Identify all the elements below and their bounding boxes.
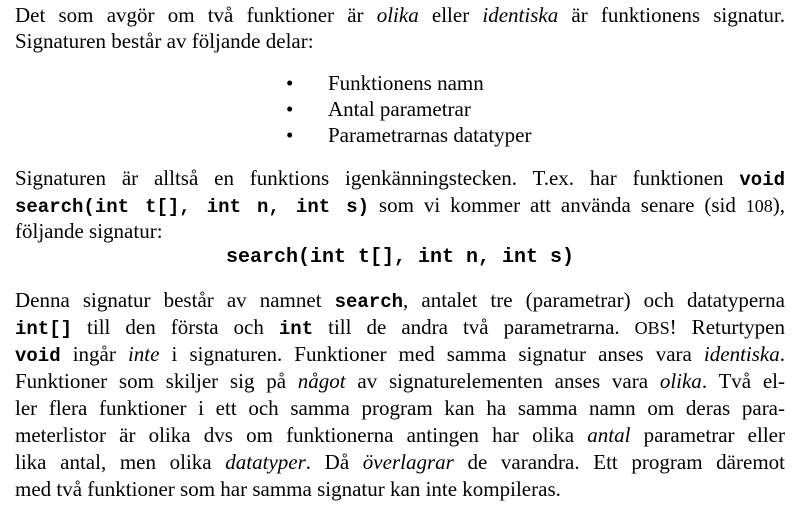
paragraph2-line	[15, 218, 785, 245]
body-text: eller	[418, 3, 483, 27]
bullet-item: Funktionens namn	[328, 71, 484, 95]
paragraph3-line	[15, 287, 785, 316]
body-text: av signaturelementen anses vara	[345, 369, 660, 393]
paragraph1-line	[15, 2, 785, 29]
paragraph3-line	[15, 395, 785, 422]
body-text: .	[779, 342, 785, 366]
body-text: . Två el-	[701, 369, 785, 393]
paragraph3-line	[15, 341, 785, 370]
body-text: OBS	[634, 318, 670, 338]
paragraph2-line	[15, 192, 785, 221]
code-text: search(int t[], int n, int s)	[15, 196, 369, 218]
paragraph3-line	[15, 476, 785, 503]
body-text: till den första och	[72, 315, 279, 339]
bullet-icon: •	[286, 97, 294, 121]
emphasis-text: något	[297, 369, 346, 393]
body-text: de varandra. Ett program däremot	[453, 450, 785, 474]
bullet-icon: •	[286, 123, 294, 147]
emphasis-text: överlagrar	[362, 450, 454, 474]
body-text: följande signatur:	[15, 219, 163, 243]
body-text: Funktioner som skiljer sig på	[15, 369, 298, 393]
code-text: void	[739, 169, 785, 191]
body-text: i signaturen. Funktioner med samma signatur anses vara	[159, 342, 704, 366]
body-text: . Då	[305, 450, 363, 474]
code-text: int	[278, 318, 314, 340]
paragraph1-line	[15, 28, 785, 55]
bullet-item: Parametrarnas datatyper	[328, 123, 532, 147]
body-text: ),	[772, 193, 786, 217]
body-text: till de andra två parametrarna.	[313, 315, 635, 339]
body-text: som vi kommer att använda senare (sid	[369, 193, 746, 217]
paragraph3-line	[15, 449, 785, 476]
body-text: Denna signatur består av namnet	[15, 288, 335, 312]
body-text: ler flera funktioner i ett och samma program kan ha samma namn om deras para-	[15, 396, 785, 420]
body-text: med två funktioner som har samma signatur kan inte kompileras.	[15, 477, 561, 501]
body-text: lika antal, men olika	[15, 450, 226, 474]
paragraph3-line	[15, 368, 785, 395]
body-text: Signaturen består av följande delar:	[15, 29, 314, 53]
body-text: parametrar eller	[630, 423, 785, 447]
body-text: Det som avgör om två funktioner är	[15, 3, 377, 27]
emphasis-text: olika	[659, 369, 702, 393]
code-signature: search(int t[], int n, int s)	[225, 246, 575, 269]
body-text: ingår	[60, 342, 128, 366]
emphasis-text: inte	[127, 342, 160, 366]
code-text: int[]	[15, 318, 73, 340]
emphasis-text: olika	[376, 3, 419, 27]
emphasis-text: identiska	[482, 3, 559, 27]
body-text: ! Returtypen	[669, 315, 785, 339]
bullet-item: Antal parametrar	[328, 97, 471, 121]
body-text: meterlistor är olika dvs om funktionerna antingen har olika	[15, 423, 588, 447]
body-text: , antalet tre (parametrar) och datatyperna	[403, 288, 785, 312]
bullet-icon: •	[286, 71, 294, 95]
code-text: search	[334, 291, 404, 313]
emphasis-text: antal	[587, 423, 631, 447]
emphasis-text: datatyper	[225, 450, 306, 474]
body-text: 108	[745, 196, 773, 216]
paragraph3-line	[15, 314, 785, 343]
emphasis-text: identiska	[703, 342, 780, 366]
body-text: Signaturen är alltså en funktions igenkänningstecken. T.ex. har funktionen	[15, 166, 740, 190]
paragraph2-line	[15, 165, 785, 194]
code-text: void	[15, 345, 61, 367]
paragraph3-line	[15, 422, 785, 449]
body-text: är funktionens signatur.	[558, 3, 786, 27]
